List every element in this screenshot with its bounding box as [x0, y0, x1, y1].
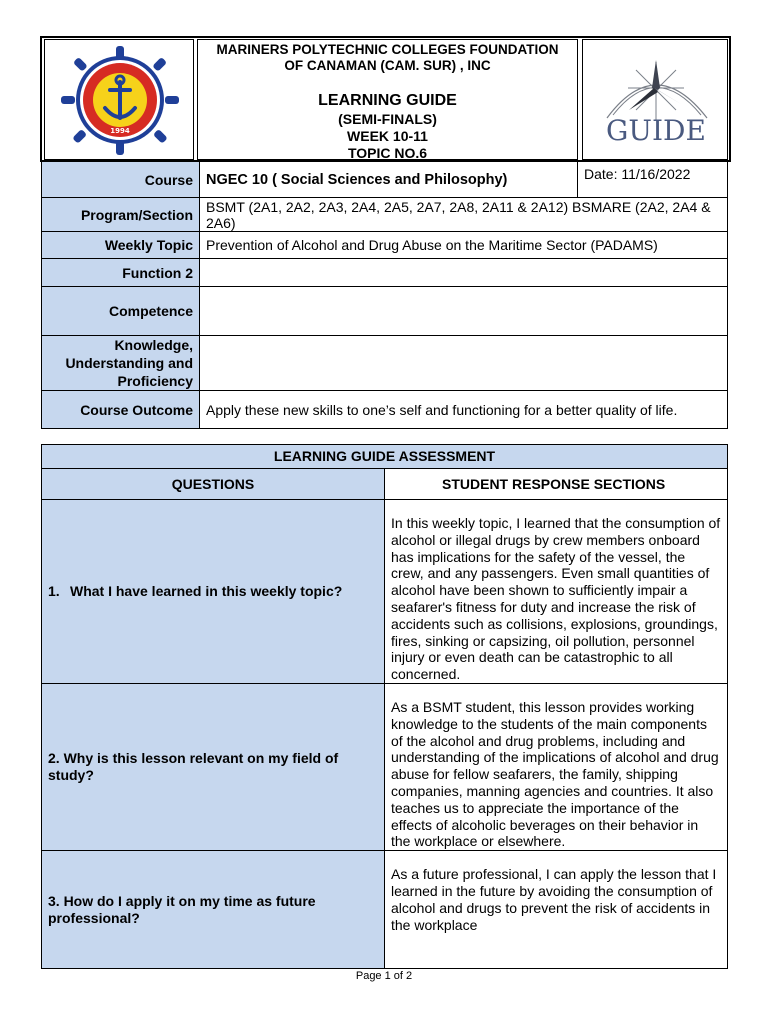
weekly-topic-label: Weekly Topic — [42, 232, 200, 259]
topic-number: TOPIC NO.6 — [347, 145, 428, 161]
answer-1: In this weekly topic, I learned that the consumption of alcohol or illegal drugs by crew members onboard has implications for the safety of the vessel, the crew, and any passengers. Even small quantities of alcohol have been shown to sufficiently impair a seafarer's fitness for duty and increase the risk of accidents such as collisions, explosions, groundings, fires, sinking or capsizing, oil pollution, personnel injury or even death can be catastrophic to all concerned. — [385, 500, 728, 684]
function-value — [200, 259, 728, 287]
school-seal-cell — [44, 39, 194, 160]
knowledge-label: Knowledge, Understanding and Proficiency — [42, 336, 200, 391]
program-label: Program/Section — [42, 198, 200, 232]
header-title-cell — [197, 39, 578, 160]
course-outcome-value: Apply these new skills to one’s self and functioning for a better quality of life. — [200, 391, 728, 429]
question-row-3 — [42, 851, 728, 969]
question-1-number: 1. — [48, 583, 60, 600]
program-value: BSMT (2A1, 2A2, 2A3, 2A4, 2A5, 2A7, 2A8, 2A11 & 2A12) BSMARE (2A2, 2A4 & 2A6) — [200, 198, 728, 232]
knowledge-row — [42, 336, 728, 391]
guide-logo-cell — [582, 39, 728, 160]
guide-logo-text: GUIDE — [606, 114, 706, 147]
function-label: Function 2 — [42, 259, 200, 287]
week-label: WEEK 10-11 — [347, 128, 428, 144]
questions-header: QUESTIONS — [42, 469, 385, 500]
responses-header: STUDENT RESPONSE SECTIONS — [385, 469, 728, 500]
page-number: Page 1 of 2 — [355, 970, 413, 982]
assessment-title: LEARNING GUIDE ASSESSMENT — [42, 445, 728, 469]
question-1-text: What I have learned in this weekly topic? — [70, 583, 343, 600]
question-2: 2. Why is this lesson relevant on my field of study? — [42, 683, 385, 850]
term-label: (SEMI-FINALS) — [338, 111, 437, 127]
program-row — [42, 198, 728, 232]
competence-value — [200, 287, 728, 336]
date-field: Date: 11/16/2022 — [578, 162, 728, 198]
course-info-table — [41, 161, 728, 429]
assessment-header-row — [42, 469, 728, 500]
function-row — [42, 259, 728, 287]
org-name-line1: MARINERS POLYTECHNIC COLLEGES FOUNDATION — [216, 42, 559, 57]
course-outcome-row — [42, 391, 728, 429]
answer-2: As a BSMT student, this lesson provides working knowledge to the students of the main components of the alcohol and drug problems, including and understanding of the implications of alcohol and drug abuse for fellow seafarers, the family, shipping companies, manning agencies and countries. It also teaches us to appreciate the importance of the effects of alcoholic beverages on their behavior in the workplace or elsewhere. — [385, 683, 728, 850]
competence-row — [42, 287, 728, 336]
course-value: NGEC 10 ( Social Sciences and Philosophy) — [200, 162, 578, 198]
question-row-1 — [42, 500, 728, 684]
competence-label: Competence — [42, 287, 200, 336]
answer-3: As a future professional, I can apply the lesson that I learned in the future by avoiding the consumption of alcohol and drugs to prevent the risk of accidents in the workplace — [385, 851, 728, 969]
assessment-table — [41, 444, 728, 969]
question-3: 3. How do I apply it on my time as future professional? — [42, 851, 385, 969]
course-outcome-label: Course Outcome — [42, 391, 200, 429]
org-name-line2: OF CANAMAN (CAM. SUR) , INC — [284, 58, 491, 73]
weekly-topic-value: Prevention of Alcohol and Drug Abuse on the Maritime Sector (PADAMS) — [200, 232, 728, 259]
question-1 — [42, 500, 385, 684]
svg-text:1994: 1994 — [110, 127, 130, 135]
question-row-2 — [42, 683, 728, 850]
assessment-title-row — [42, 445, 728, 469]
course-row — [42, 162, 728, 198]
school-seal-logo — [45, 40, 195, 161]
knowledge-value — [200, 336, 728, 391]
course-label: Course — [42, 162, 200, 198]
document-title: LEARNING GUIDE — [318, 92, 457, 109]
weekly-topic-row — [42, 232, 728, 259]
